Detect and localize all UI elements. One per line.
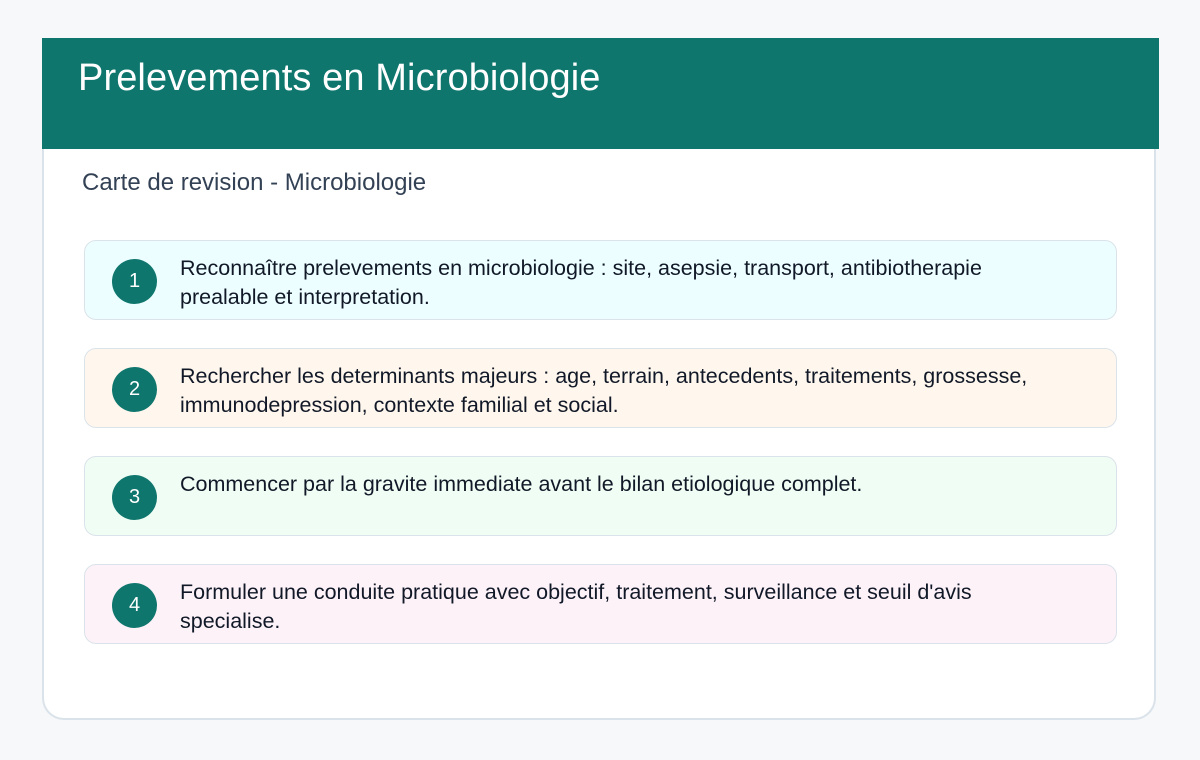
list-item-1 bbox=[84, 240, 1117, 320]
item-text: Commencer par la gravite immediate avant le bilan etiologique complet. bbox=[180, 472, 863, 496]
card-subtitle: Carte de revision - Microbiologie bbox=[82, 169, 427, 196]
item-text: Rechercher les determinants majeurs : age, terrain, antecedents, traitements, grossesse, immunodepression, contexte familial et social. bbox=[180, 364, 1028, 417]
card-header bbox=[42, 38, 1159, 149]
item-text: Reconnaître prelevements en microbiologie : site, asepsie, transport, antibiotherapie prealable et interpretation. bbox=[180, 256, 982, 309]
number-badge: 2 bbox=[112, 367, 157, 412]
page-title: Prelevements en Microbiologie bbox=[78, 57, 601, 99]
list-item-4 bbox=[84, 564, 1117, 644]
item-text: Formuler une conduite pratique avec objectif, traitement, surveillance et seuil d'avis specialise. bbox=[180, 580, 972, 633]
list-item-2 bbox=[84, 348, 1117, 428]
list-item-3 bbox=[84, 456, 1117, 536]
number-badge: 4 bbox=[112, 583, 157, 628]
number-badge: 1 bbox=[112, 259, 157, 304]
number-badge: 3 bbox=[112, 475, 157, 520]
